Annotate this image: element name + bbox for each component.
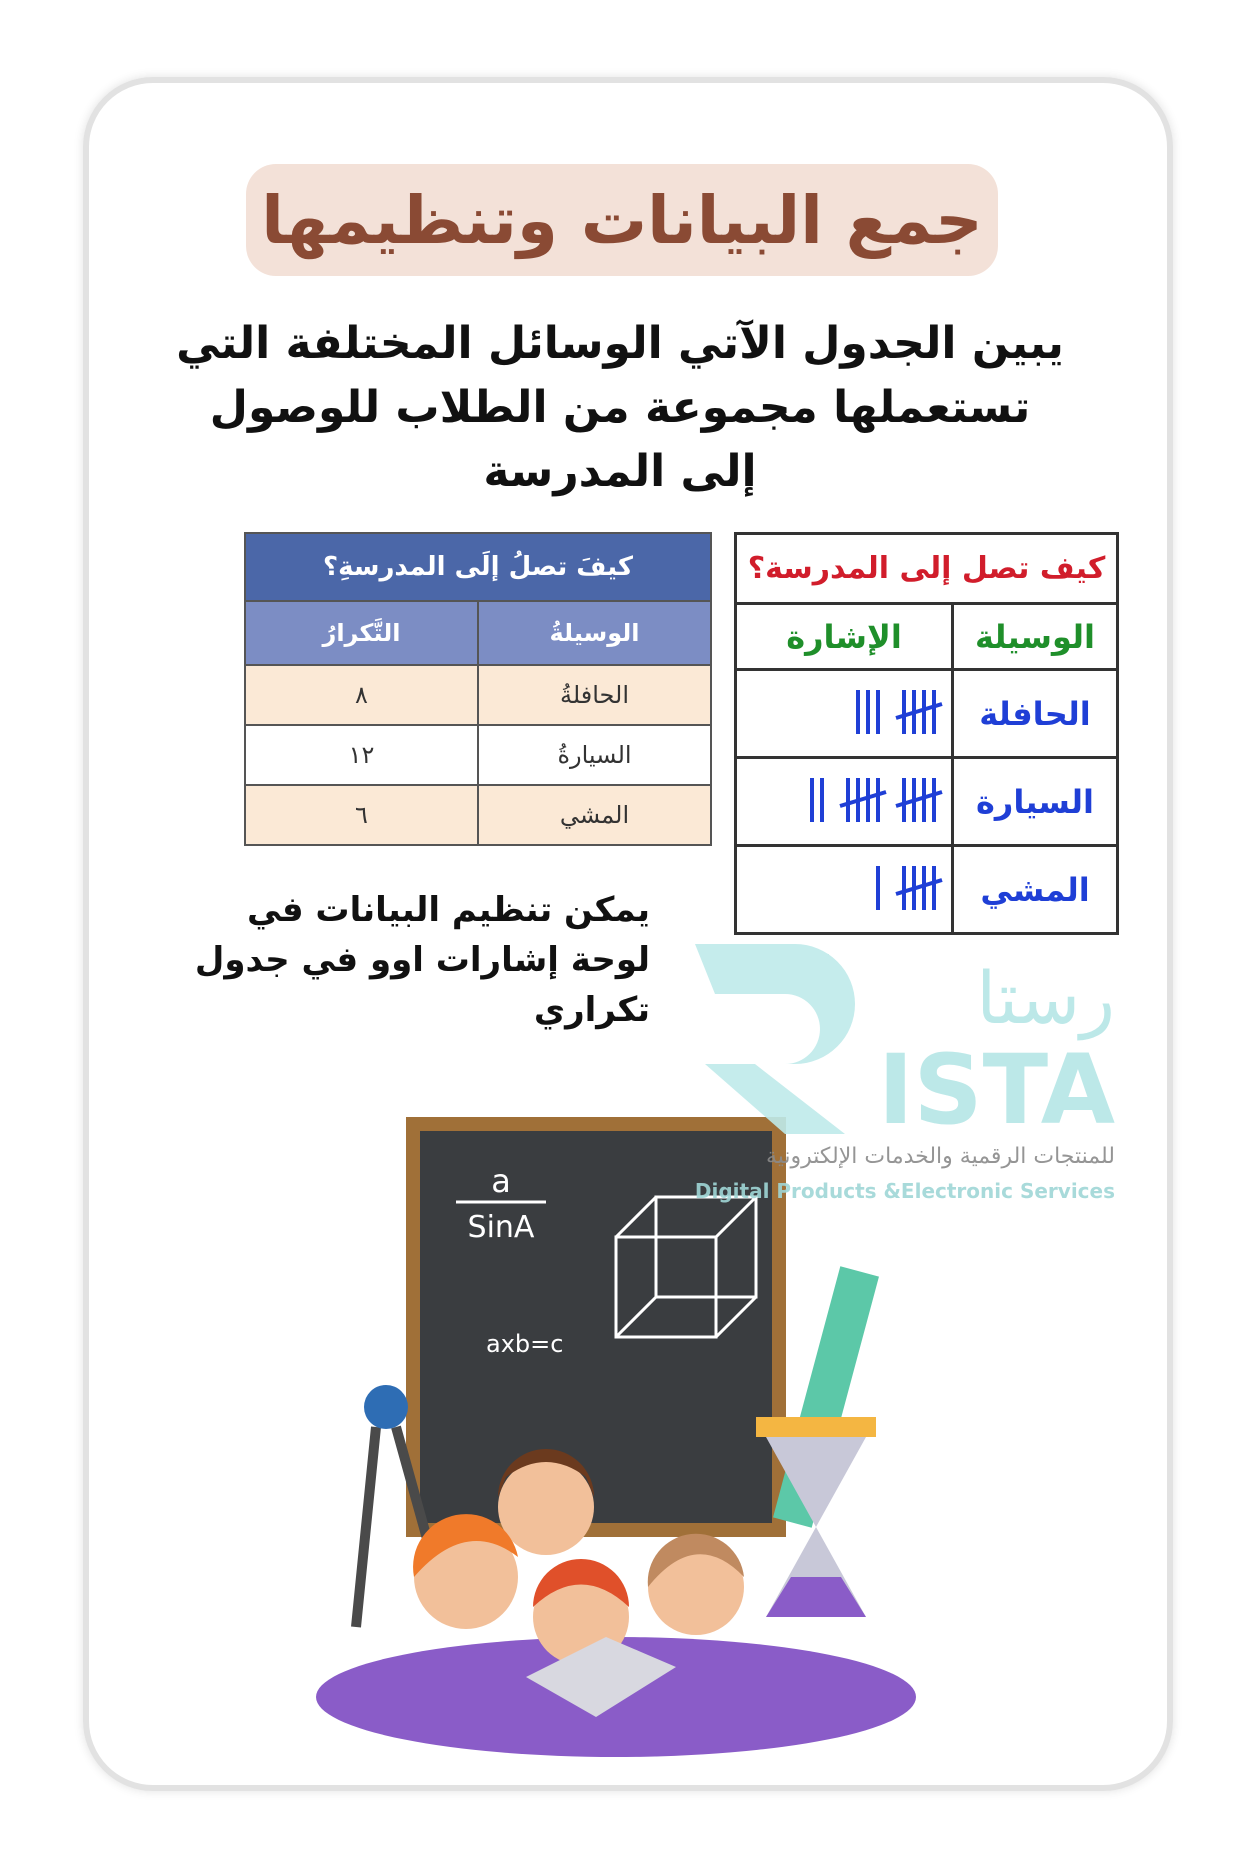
table-row [245, 785, 711, 845]
table-row [736, 758, 1118, 846]
tally-table-caption: كيف تصل إلى المدرسة؟ [736, 534, 1118, 604]
watermark-line2: Digital Products &Electronic Services [694, 1179, 1115, 1203]
table-row [736, 670, 1118, 758]
intro-text: يبين الجدول الآتي الوسائل المختلفة التي تستعملها مجموعة من الطلاب للوصول إلى المدرسة [176, 318, 1064, 497]
cell-count: ١٢ [245, 725, 478, 785]
cell-mode: الحافلةُ [478, 665, 711, 725]
frequency-table-caption: كيفَ تصلُ إلَى المدرسةِ؟ [245, 533, 711, 601]
header-mode: الوسيلة [953, 604, 1118, 670]
tally-icon [744, 770, 944, 830]
board-text: axb=c [486, 1330, 564, 1358]
page-title: جمع البيانات وتنظيمها [246, 164, 998, 276]
child-face [498, 1459, 594, 1555]
cell-mode: السيارةُ [478, 725, 711, 785]
tally-icon [744, 858, 944, 918]
table-row [245, 725, 711, 785]
watermark-logo [685, 934, 1125, 1209]
table-row [736, 846, 1118, 934]
board-text: a [491, 1162, 511, 1200]
header-tally: الإشارة [736, 604, 953, 670]
board-text: SinA [467, 1210, 535, 1245]
cell-mode: المشي [953, 846, 1118, 934]
cell-count: ٨ [245, 665, 478, 725]
table-row [245, 665, 711, 725]
tally-marks [736, 758, 953, 846]
cell-mode: الحافلة [953, 670, 1118, 758]
cell-count: ٦ [245, 785, 478, 845]
header-mode: الوسيلةُ [478, 601, 711, 665]
tally-marks [736, 846, 953, 934]
watermark-line1: للمنتجات الرقمية والخدمات الإلكترونية [765, 1144, 1115, 1169]
watermark-latin: ISTA [877, 1034, 1115, 1146]
frequency-table [244, 532, 712, 846]
cell-mode: المشي [478, 785, 711, 845]
header-count: التَّكرارُ [245, 601, 478, 665]
tally-table [734, 532, 1119, 935]
note-text: يمكن تنظيم البيانات في لوحة إشارات اوو في جدول تكراري [194, 890, 650, 1030]
tally-icon [744, 682, 944, 742]
cell-mode: السيارة [953, 758, 1118, 846]
hourglass-icon [756, 1417, 876, 1437]
tally-marks [736, 670, 953, 758]
watermark-arabic: رستا [976, 956, 1115, 1040]
r-logo-icon [685, 934, 885, 1144]
